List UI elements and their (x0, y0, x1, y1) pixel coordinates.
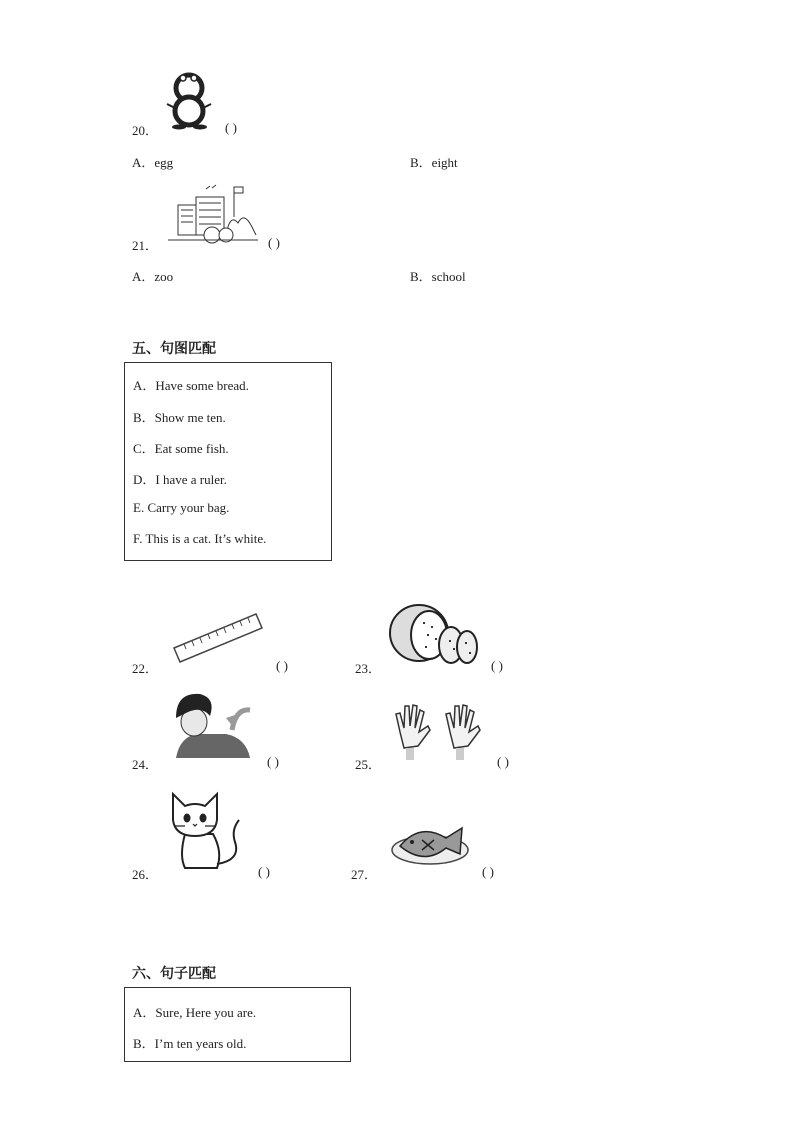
section-five-options-box (124, 362, 332, 561)
bread-image (389, 603, 481, 665)
q23-answer-blank[interactable]: ( ) (491, 658, 503, 673)
q24-answer-blank[interactable]: ( ) (267, 754, 279, 769)
school-building-image (166, 183, 260, 245)
q21-answer-blank[interactable]: ( ) (268, 235, 280, 250)
q27-answer-blank[interactable]: ( ) (482, 864, 494, 879)
section-six-option-b: B．I’m ten years old. (133, 1036, 247, 1051)
section-five-option-b: B．Show me ten. (133, 410, 226, 425)
boy-carrying-bag-image (166, 688, 258, 760)
q26-number: 26． (132, 867, 159, 882)
section-six-title: 六、句子匹配 (132, 966, 216, 982)
number-eight-character-image (163, 70, 215, 130)
two-open-hands-image (392, 702, 486, 762)
section-six-option-a: A．Sure, Here you are. (133, 1005, 257, 1020)
ruler-image (170, 608, 264, 666)
q25-number: 25． (355, 757, 382, 772)
fish-on-plate-image (390, 818, 470, 868)
section-five-option-d: D．I have a ruler. (133, 472, 227, 487)
q21-number: 21． (132, 238, 159, 253)
white-cat-image (165, 790, 243, 872)
section-five-option-e: E. Carry your bag. (133, 500, 230, 515)
q24-number: 24． (132, 757, 159, 772)
q23-number: 23． (355, 661, 382, 676)
section-five-option-c: C．Eat some fish. (133, 441, 229, 456)
section-six-options-box (124, 987, 351, 1062)
q25-answer-blank[interactable]: ( ) (497, 754, 509, 769)
q20-answer-blank[interactable]: ( ) (225, 120, 237, 135)
section-five-title: 五、句图匹配 (132, 341, 216, 357)
q27-number: 27． (351, 867, 378, 882)
q22-number: 22． (132, 661, 159, 676)
section-five-option-f: F. This is a cat. It’s white. (133, 531, 267, 546)
section-five-option-a: A．Have some bread. (133, 378, 249, 393)
q20-option-a: A．egg (132, 155, 174, 170)
q20-number: 20． (132, 123, 159, 138)
q21-option-b: B．school (410, 269, 466, 284)
q20-option-b: B．eight (410, 155, 458, 170)
q26-answer-blank[interactable]: ( ) (258, 864, 270, 879)
q21-option-a: A．zoo (132, 269, 174, 284)
q22-answer-blank[interactable]: ( ) (276, 658, 288, 673)
